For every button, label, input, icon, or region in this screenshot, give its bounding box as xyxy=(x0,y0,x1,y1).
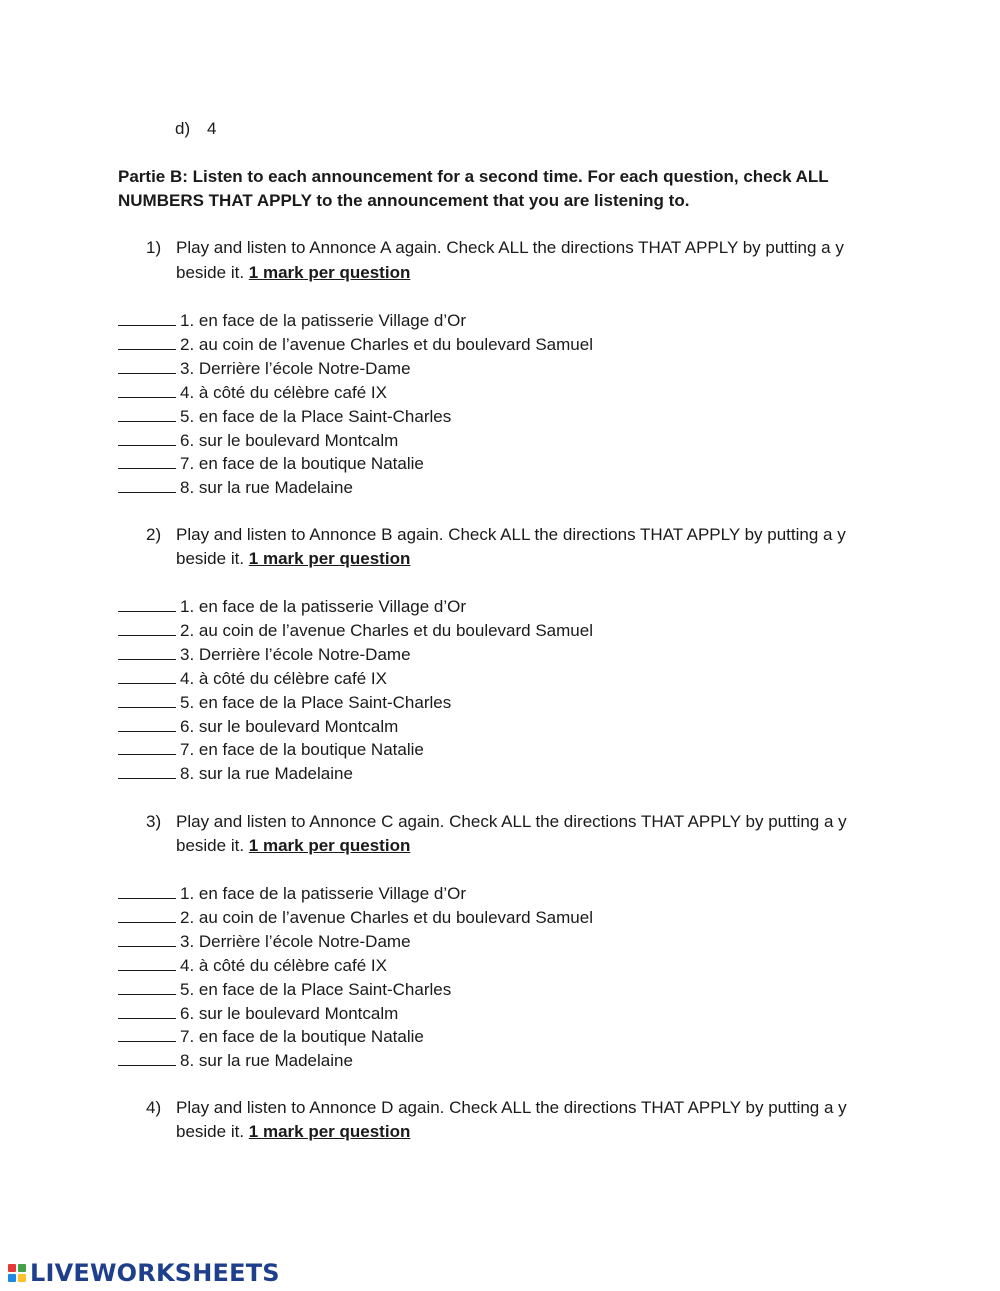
question-text: Play and listen to Annonce C again. Check ALL the directions THAT APPLY by putting a y xyxy=(176,812,847,831)
option-row xyxy=(118,453,424,475)
option-row xyxy=(118,1026,424,1048)
option-text: 7. en face de la boutique Natalie xyxy=(180,1027,424,1047)
option-text: 5. en face de la Place Saint-Charles xyxy=(180,692,452,712)
question-text-suffix: beside it. xyxy=(176,1122,245,1141)
answer-blank[interactable] xyxy=(118,931,176,947)
logo-icon xyxy=(8,1264,26,1282)
option-row xyxy=(118,763,353,785)
option-text: 7. en face de la boutique Natalie xyxy=(180,454,424,474)
mark-note: 1 mark per question xyxy=(248,1122,411,1141)
question-text: Play and listen to Annonce B again. Check ALL the directions THAT APPLY by putting a y xyxy=(176,525,846,544)
option-text: 2. au coin de l’avenue Charles et du boulevard Samuel xyxy=(180,620,593,640)
answer-blank[interactable] xyxy=(118,716,176,732)
section-heading-line1: Partie B: Listen to each announcement for a second time. For each question, check ALL xyxy=(118,167,829,186)
option-row xyxy=(118,596,466,618)
answer-blank[interactable] xyxy=(118,979,176,995)
option-row xyxy=(118,358,411,380)
option-value: 4 xyxy=(207,119,217,138)
option-text: 2. au coin de l’avenue Charles et du boulevard Samuel xyxy=(180,907,593,927)
question-text-suffix: beside it. xyxy=(176,549,245,568)
option-row xyxy=(118,883,466,905)
option-text: 2. au coin de l’avenue Charles et du boulevard Samuel xyxy=(180,334,593,354)
answer-blank[interactable] xyxy=(118,1050,176,1066)
option-row xyxy=(118,979,451,1001)
mark-note: 1 mark per question xyxy=(248,263,411,282)
answer-blank[interactable] xyxy=(118,955,176,971)
option-row xyxy=(118,644,411,666)
section-heading-line2: NUMBERS THAT APPLY to the announcement that you are listening to. xyxy=(118,191,690,210)
option-row xyxy=(118,382,387,404)
option-row xyxy=(118,620,593,642)
option-text: 4. à côté du célèbre café IX xyxy=(180,955,387,975)
option-text: 4. à côté du célèbre café IX xyxy=(180,668,387,688)
answer-blank[interactable] xyxy=(118,620,176,636)
option-text: 8. sur la rue Madelaine xyxy=(180,764,353,784)
answer-blank[interactable] xyxy=(118,763,176,779)
answer-blank[interactable] xyxy=(118,453,176,469)
answer-blank[interactable] xyxy=(118,334,176,350)
option-text: 8. sur la rue Madelaine xyxy=(180,1051,353,1071)
option-text: 4. à côté du célèbre café IX xyxy=(180,382,387,402)
option-letter: d) xyxy=(175,119,191,138)
option-row xyxy=(118,1003,398,1025)
option-text: 5. en face de la Place Saint-Charles xyxy=(180,979,452,999)
answer-blank[interactable] xyxy=(118,668,176,684)
option-row xyxy=(118,716,398,738)
answer-blank[interactable] xyxy=(118,739,176,755)
option-row xyxy=(118,406,451,428)
option-text: 6. sur le boulevard Montcalm xyxy=(180,716,399,736)
option-text: 3. Derrière l’école Notre-Dame xyxy=(180,358,411,378)
question-text-suffix: beside it. xyxy=(176,263,245,282)
question-text-suffix: beside it. xyxy=(176,836,245,855)
option-text: 3. Derrière l’école Notre-Dame xyxy=(180,644,411,664)
mark-note: 1 mark per question xyxy=(248,836,411,855)
option-row xyxy=(118,477,353,499)
option-text: 8. sur la rue Madelaine xyxy=(180,478,353,498)
question-number: 4) xyxy=(146,1098,162,1117)
answer-blank[interactable] xyxy=(118,382,176,398)
question-number: 3) xyxy=(146,812,162,831)
mark-note: 1 mark per question xyxy=(248,549,411,568)
option-row xyxy=(118,692,451,714)
question-text: Play and listen to Annonce A again. Check ALL the directions THAT APPLY by putting a y xyxy=(176,238,844,257)
option-row xyxy=(118,430,398,452)
option-text: 1. en face de la patisserie Village d’Or xyxy=(180,884,467,903)
answer-blank[interactable] xyxy=(118,310,176,326)
question-text: Play and listen to Annonce D again. Check ALL the directions THAT APPLY by putting a y xyxy=(176,1098,847,1117)
option-text: 1. en face de la patisserie Village d’Or xyxy=(180,311,467,330)
question-number: 1) xyxy=(146,238,162,257)
question-number: 2) xyxy=(146,525,162,544)
option-row xyxy=(118,310,466,332)
answer-blank[interactable] xyxy=(118,477,176,493)
answer-blank[interactable] xyxy=(118,644,176,660)
answer-blank[interactable] xyxy=(118,406,176,422)
option-text: 1. en face de la patisserie Village d’Or xyxy=(180,597,467,616)
answer-blank[interactable] xyxy=(118,883,176,899)
answer-blank[interactable] xyxy=(118,1026,176,1042)
option-text: 3. Derrière l’école Notre-Dame xyxy=(180,931,411,951)
option-row xyxy=(118,955,387,977)
answer-blank[interactable] xyxy=(118,692,176,708)
option-text: 7. en face de la boutique Natalie xyxy=(180,740,424,760)
answer-blank[interactable] xyxy=(118,1003,176,1019)
option-row xyxy=(118,907,593,929)
liveworksheets-logo[interactable] xyxy=(8,1259,280,1287)
previous-answer-option xyxy=(175,118,216,140)
option-text: 6. sur le boulevard Montcalm xyxy=(180,1003,399,1023)
option-row xyxy=(118,931,411,953)
option-text: 6. sur le boulevard Montcalm xyxy=(180,430,399,450)
option-row xyxy=(118,334,593,356)
option-row xyxy=(118,668,387,690)
option-row xyxy=(118,739,424,761)
answer-blank[interactable] xyxy=(118,596,176,612)
answer-blank[interactable] xyxy=(118,430,176,446)
answer-blank[interactable] xyxy=(118,358,176,374)
answer-blank[interactable] xyxy=(118,907,176,923)
option-row xyxy=(118,1050,353,1072)
option-text: 5. en face de la Place Saint-Charles xyxy=(180,406,452,426)
logo-text: LIVEWORKSHEETS xyxy=(30,1259,280,1287)
